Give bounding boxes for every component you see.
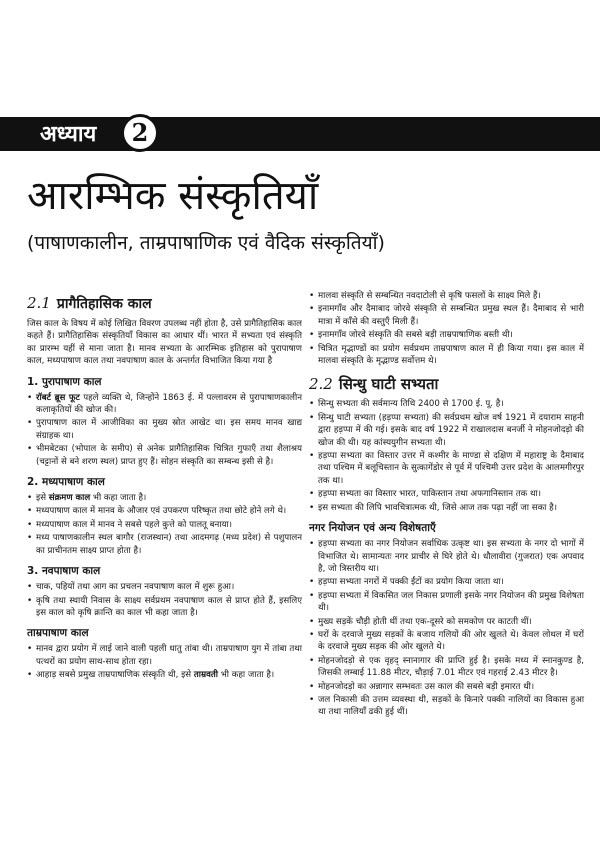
section-number: 2.1 <box>27 294 51 312</box>
item-text: हड़प्पा सभ्यता नगरों में पक्की ईंटों का प्रयोग किया जाता था। <box>318 577 504 588</box>
item-text: सिन्धु घाटी सभ्यता (हड़प्पा सभ्यता) की सर्वप्रथम खोज वर्ष 1921 में दयाराम साहनी द्वारा हड़प्पा में की गई। इसके बाद वर्ष 1922 में राखालदास बनर्जी ने मोहनजोदड़ो की खोज की थी। यह कांस्ययुगीन सभ्यता थी। <box>318 412 584 448</box>
bullet-icon: • <box>309 291 315 301</box>
section-heading <box>27 294 302 313</box>
bullet-icon: • <box>309 616 315 627</box>
list-item <box>309 343 584 368</box>
list-item <box>27 595 302 620</box>
item-text: इनामगाँव और दैमाबाद जोरवे संस्कृति से सम्बन्धित प्रमुख स्थल हैं। दैमाबाद से भारी मात्रा में काँसे की वस्तुएँ मिली हैं। <box>318 304 584 327</box>
bullet-icon: • <box>27 506 33 517</box>
item-text: हड़प्पा सभ्यता का विस्तार भारत, पाकिस्तान तथा अफगानिस्तान तक था। <box>318 489 541 500</box>
item-text: चाक, पहियों तथा आग का प्रचलन नवपाषाण काल में शुरू हुआ। <box>36 582 235 593</box>
emphasis-text: ताम्रवती <box>193 670 219 681</box>
list-item <box>309 629 584 654</box>
emphasis-text: संक्रमण काल <box>48 493 91 504</box>
list-item <box>27 443 302 468</box>
bullet-list <box>27 492 302 557</box>
subsection-title: नगर नियोजन एवं अन्य विशेषताएँ <box>309 522 436 535</box>
list-item <box>309 412 584 449</box>
list-item <box>309 488 584 500</box>
item-text: मालवा संस्कृति से सम्बन्धित नवदाटोली से कृषि फसलों के साक्ष्य मिले हैं। <box>318 291 541 301</box>
list-item <box>309 616 584 628</box>
chapter-number-badge: 2 <box>121 114 159 152</box>
item-text: सिन्धु सभ्यता की सर्वमान्य तिथि 2400 से 1700 ई. पू. है। <box>318 399 504 410</box>
bullet-icon: • <box>309 629 315 640</box>
emphasis-text: रॉबर्ट ब्रूस फूट <box>36 392 80 403</box>
section-title: प्रागैतिहासिक काल <box>56 296 152 312</box>
bullet-icon: • <box>27 595 33 606</box>
item-text: इस सभ्यता की लिपि भावचित्रात्मक थी, जिसे आज तक पढ़ा नहीं जा सका है। <box>318 502 557 513</box>
section-title: सिन्धु घाटी सभ्यता <box>338 375 439 394</box>
bullet-icon: • <box>27 418 33 429</box>
list-item <box>309 450 584 487</box>
chapter-label: अध्याय <box>40 121 97 147</box>
subsection-title: 1. पुरापाषाण काल <box>27 375 102 388</box>
bullet-icon: • <box>27 670 33 681</box>
bullet-icon: • <box>27 644 33 655</box>
bullet-list <box>27 581 302 619</box>
item-text: भीमबेटका (भोपाल के समीप) से अनेक प्रागैतिहासिक चित्रित गुफाएँ तथा शैलाश्रय (चट्टानों से बने शरण स्थल) प्राप्त हुए हैं। सोहन संस्कृति का सम्बन्ध इसी से है। <box>36 444 302 467</box>
bullet-icon: • <box>309 577 315 588</box>
item-text: भी कहा जाता है। <box>90 493 147 504</box>
bullet-list <box>309 290 584 367</box>
item-text: मोहनजोदड़ो का अन्नागार सम्भवतः उस काल की सबसे बड़ी इमारत थी। <box>318 681 535 692</box>
item-text: मुख्य सड़कें चौड़ी होती थीं तथा एक-दूसरे को समकोण पर काटती थीं। <box>318 616 532 627</box>
bullet-icon: • <box>309 502 315 513</box>
bullet-icon: • <box>309 343 315 354</box>
list-item <box>309 694 584 719</box>
bullet-icon: • <box>309 399 315 410</box>
subsection-title: 2. मध्यपाषाण काल <box>27 476 105 489</box>
list-item <box>309 290 584 302</box>
item-text: चित्रित मृद्भाण्डों का प्रयोग सर्वप्रथम ताम्रपाषाण काल में ही किया गया। इस काल में मालवा संस्कृति के मृद्भाण्ड सर्वोत्तम थे। <box>318 343 584 367</box>
item-text: हड़प्पा सभ्यता का विस्तार उत्तर में कश्मीर के माण्डा से दक्षिण में महाराष्ट्र के दैमाबाद तथा पश्चिम में बलूचिस्तान के सुत्कागेंडोर से पूर्व में पश्चिमी उत्तर प्रदेश के आलमगीरपुर तक था। <box>318 451 584 486</box>
item-text: हड़प्पा सभ्यता का नगर नियोजन सर्वाधिक उत्कृष्ट था। इस सभ्यता के नगर दो भागों में विभाजित थे। सामान्यतः नगर प्राचीर से घिरे होते थे। धौलावीरा (गुजरात) एक अपवाद है, जो त्रिस्तरीय था। <box>318 539 584 574</box>
item-text: कृषि तथा स्थायी निवास के साक्ष्य सर्वप्रथम नवपाषाण काल से प्राप्त होते हैं, इसलिए इस काल को कृषि क्रान्ति का काल भी कहा जाता है। <box>36 595 302 618</box>
page-title: आरम्भिक संस्कृतियाँ <box>27 173 319 219</box>
list-item <box>309 590 584 615</box>
list-item <box>27 505 302 517</box>
item-text: मध्यपाषाण काल में मानव के औजार एवं उपकरण परिष्कृत तथा छोटे होने लगे थे। <box>36 506 287 517</box>
item-text: मध्य पाषाणकालीन स्थल बागौर (राजस्थान) तथा आदमगढ़ (मध्य प्रदेश) से पशुपालन का प्राचीनतम साक्ष्य प्राप्त होता है। <box>36 533 302 556</box>
section-heading <box>309 375 584 393</box>
subsection-title: 3. नवपाषाण काल <box>27 565 101 578</box>
item-text: भी कहा जाता है। <box>218 670 275 681</box>
bullet-icon: • <box>309 330 315 341</box>
list-item <box>309 681 584 693</box>
list-item <box>27 669 302 681</box>
list-item <box>27 392 302 417</box>
list-item <box>309 538 584 575</box>
item-text: मानव द्वारा प्रयोग में लाई जाने वाली पहली धातु तांबा थी। ताम्रपाषाण युग में तांबा तथा पत्थरों का प्रयोग साथ-साथ होता रहा। <box>36 644 302 667</box>
item-text: मध्यपाषाण काल में मानव ने सबसे पहले कुत्ते को पालतू बनाया। <box>36 519 233 530</box>
bullet-icon: • <box>27 493 33 504</box>
page-subtitle: (पाषाणकालीन, ताम्रपाषाणिक एवं वैदिक संस्कृतियाँ) <box>27 232 385 254</box>
list-item <box>309 303 584 328</box>
bullet-icon: • <box>27 392 33 403</box>
item-text: मोहनजोदड़ो से एक वृहद् स्नानागार की प्राप्ति हुई है। इसके मध्य में स्नानकुण्ड है, जिसकी लम्बाई 11.88 मीटर, चौड़ाई 7.01 मीटर एवं गहराई 2.43 मीटर है। <box>318 655 584 679</box>
subsection-title: ताम्रपाषाण काल <box>27 627 89 640</box>
item-text: घरों के दरवाजे मुख्य सड़कों के बजाय गलियों की ओर खुलते थे। केवल लोथल में घरों के दरवाजे मुख्य सड़क की ओर खुलते थे। <box>318 629 584 653</box>
bullet-icon: • <box>27 519 33 530</box>
item-text: इनामगाँव जोरवे संस्कृति की सबसे बड़ी ताम्रपाषाणिक बस्ती थी। <box>318 330 513 341</box>
list-item <box>27 532 302 557</box>
bullet-icon: • <box>309 655 315 666</box>
bullet-list <box>309 398 584 514</box>
left-column <box>27 290 302 683</box>
list-item <box>309 329 584 341</box>
section-number: 2.2 <box>309 375 333 394</box>
list-item <box>27 581 302 593</box>
right-column <box>309 290 584 720</box>
item-text: हड़प्पा सभ्यता में विकसित जल निकास प्रणाली इसके नगर नियोजन की प्रमुख विशेषता थी। <box>318 590 585 614</box>
list-item <box>27 643 302 668</box>
section-intro: जिस काल के विषय में कोई लिखित विवरण उपलब्ध नहीं होता है, उसे प्रागैतिहासिक काल कहते हैं। प्रागैतिहासिक संस्कृतियाँ विकास का आधार थीं। भारत में सभ्यता एवं संस्कृति का प्रारम्भ यहीं से माना जाता है। मानव सभ्यता के आरम्भिक इतिहास को पुरापाषाण काल, मध्यपाषाण काल तथा नवपाषाण काल के अन्तर्गत विभाजित किया गया है <box>27 319 302 367</box>
bullet-list <box>309 538 584 719</box>
bullet-icon: • <box>309 451 315 462</box>
bullet-icon: • <box>309 539 315 550</box>
list-item <box>27 492 302 504</box>
bullet-icon: • <box>27 444 33 455</box>
item-text: पहले व्यक्ति थे, जिन्होंने 1863 ई. में पल्लावरम से पुरापाषाणकालीन कलाकृतियों की खोज की। <box>36 392 302 416</box>
list-item <box>27 417 302 442</box>
bullet-list <box>27 392 302 468</box>
list-item <box>27 519 302 531</box>
bullet-icon: • <box>309 412 315 423</box>
bullet-icon: • <box>309 590 315 601</box>
bullet-icon: • <box>309 694 315 705</box>
item-text: जल निकासी की उत्तम व्यवस्था थी, सड़कों के किनारे पक्की नालियों का विकास हुआ था तथा नालियाँ ढकी हुई थीं। <box>318 694 584 718</box>
item-text: पुरापाषाण काल में आजीविका का मुख्य स्रोत आखेट था। इस समय मानव खाद्य संग्राहक था। <box>36 418 302 441</box>
bullet-icon: • <box>27 533 33 544</box>
list-item <box>309 576 584 588</box>
item-text: इसे <box>36 493 49 504</box>
item-text: आहाड़ सबसे प्रमुख ताम्रपाषाणिक संस्कृति थी, इसे <box>36 670 194 681</box>
bullet-icon: • <box>309 304 315 315</box>
list-item <box>309 655 584 680</box>
bullet-icon: • <box>27 582 33 593</box>
bullet-icon: • <box>309 489 315 500</box>
list-item <box>309 398 584 410</box>
list-item <box>309 502 584 514</box>
bullet-list <box>27 643 302 681</box>
bullet-icon: • <box>309 681 315 692</box>
